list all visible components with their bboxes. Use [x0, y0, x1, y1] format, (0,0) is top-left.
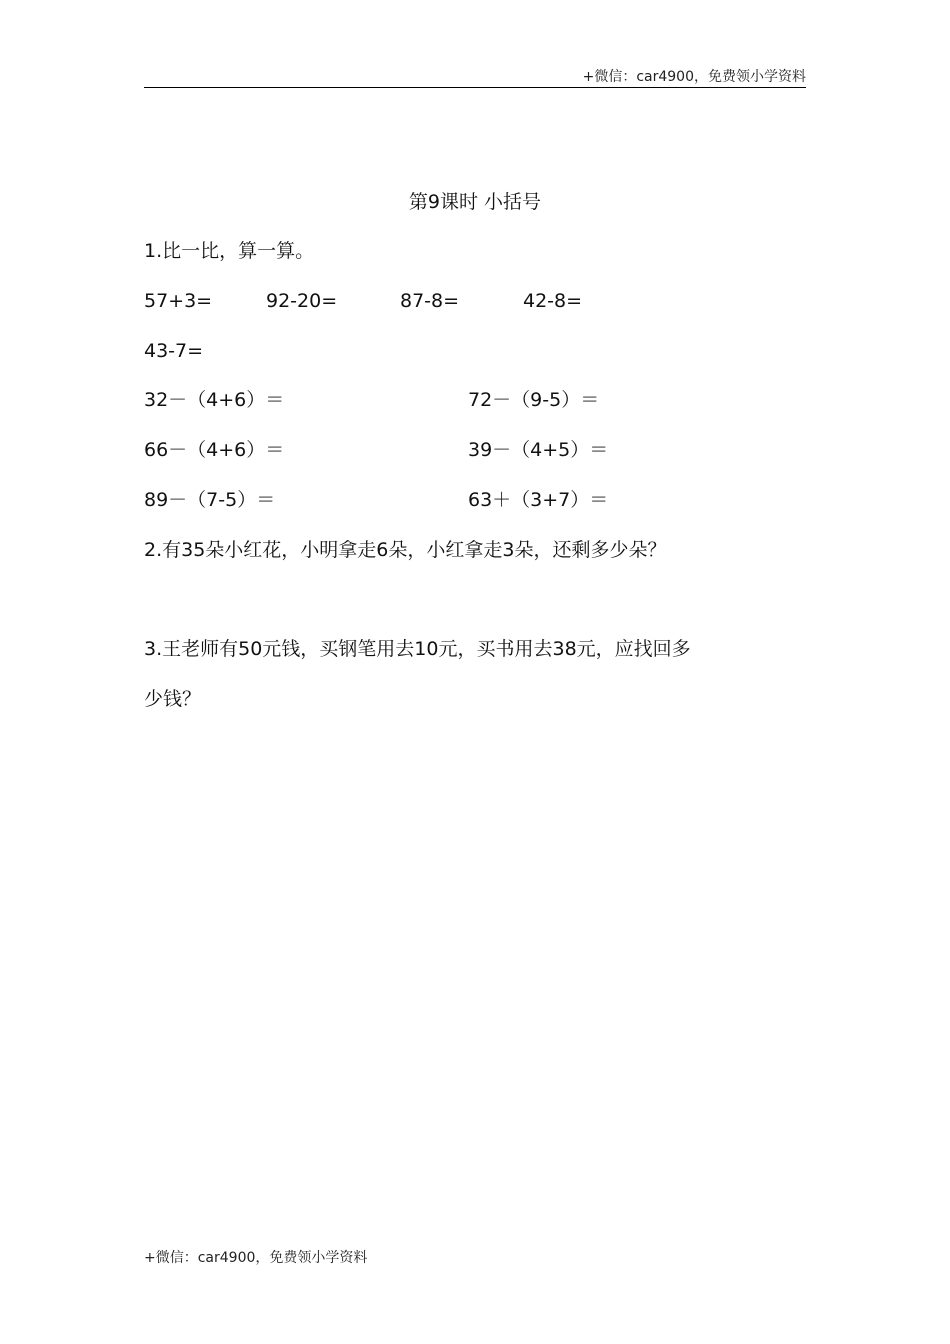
page-title: 第9课时 小括号 — [408, 191, 542, 213]
bracket-expression: 39－（4+5）＝ — [468, 439, 609, 461]
bracket-expression: 72－（9-5）＝ — [468, 389, 600, 411]
expression: 87-8= — [400, 290, 460, 312]
question-2-text: 2.有35朵小红花，小明拿走6朵，小红拿走3朵，还剩多少朵？ — [144, 539, 667, 561]
expression: 92-20= — [266, 290, 338, 312]
question-3-text-continued: 少钱？ — [144, 688, 202, 710]
bracket-expression: 89－（7-5）＝ — [144, 489, 276, 511]
expression: 42-8= — [523, 290, 583, 312]
question-3-text: 3.王老师有50元钱，买钢笔用去10元，买书用去38元，应找回多 — [144, 638, 691, 660]
header-divider — [144, 87, 806, 88]
footer-watermark-text: +微信：car4900，免费领小学资料 — [144, 1250, 368, 1266]
question-1-label: 1.比一比，算一算。 — [144, 240, 315, 262]
bracket-expression: 63＋（3+7）＝ — [468, 489, 609, 511]
header-watermark-text: +微信：car4900，免费领小学资料 — [582, 69, 806, 85]
bracket-expression: 66－（4+6）＝ — [144, 439, 285, 461]
expression: 57+3= — [144, 290, 213, 312]
expression: 43-7= — [144, 340, 204, 362]
bracket-expression: 32－（4+6）＝ — [144, 389, 285, 411]
